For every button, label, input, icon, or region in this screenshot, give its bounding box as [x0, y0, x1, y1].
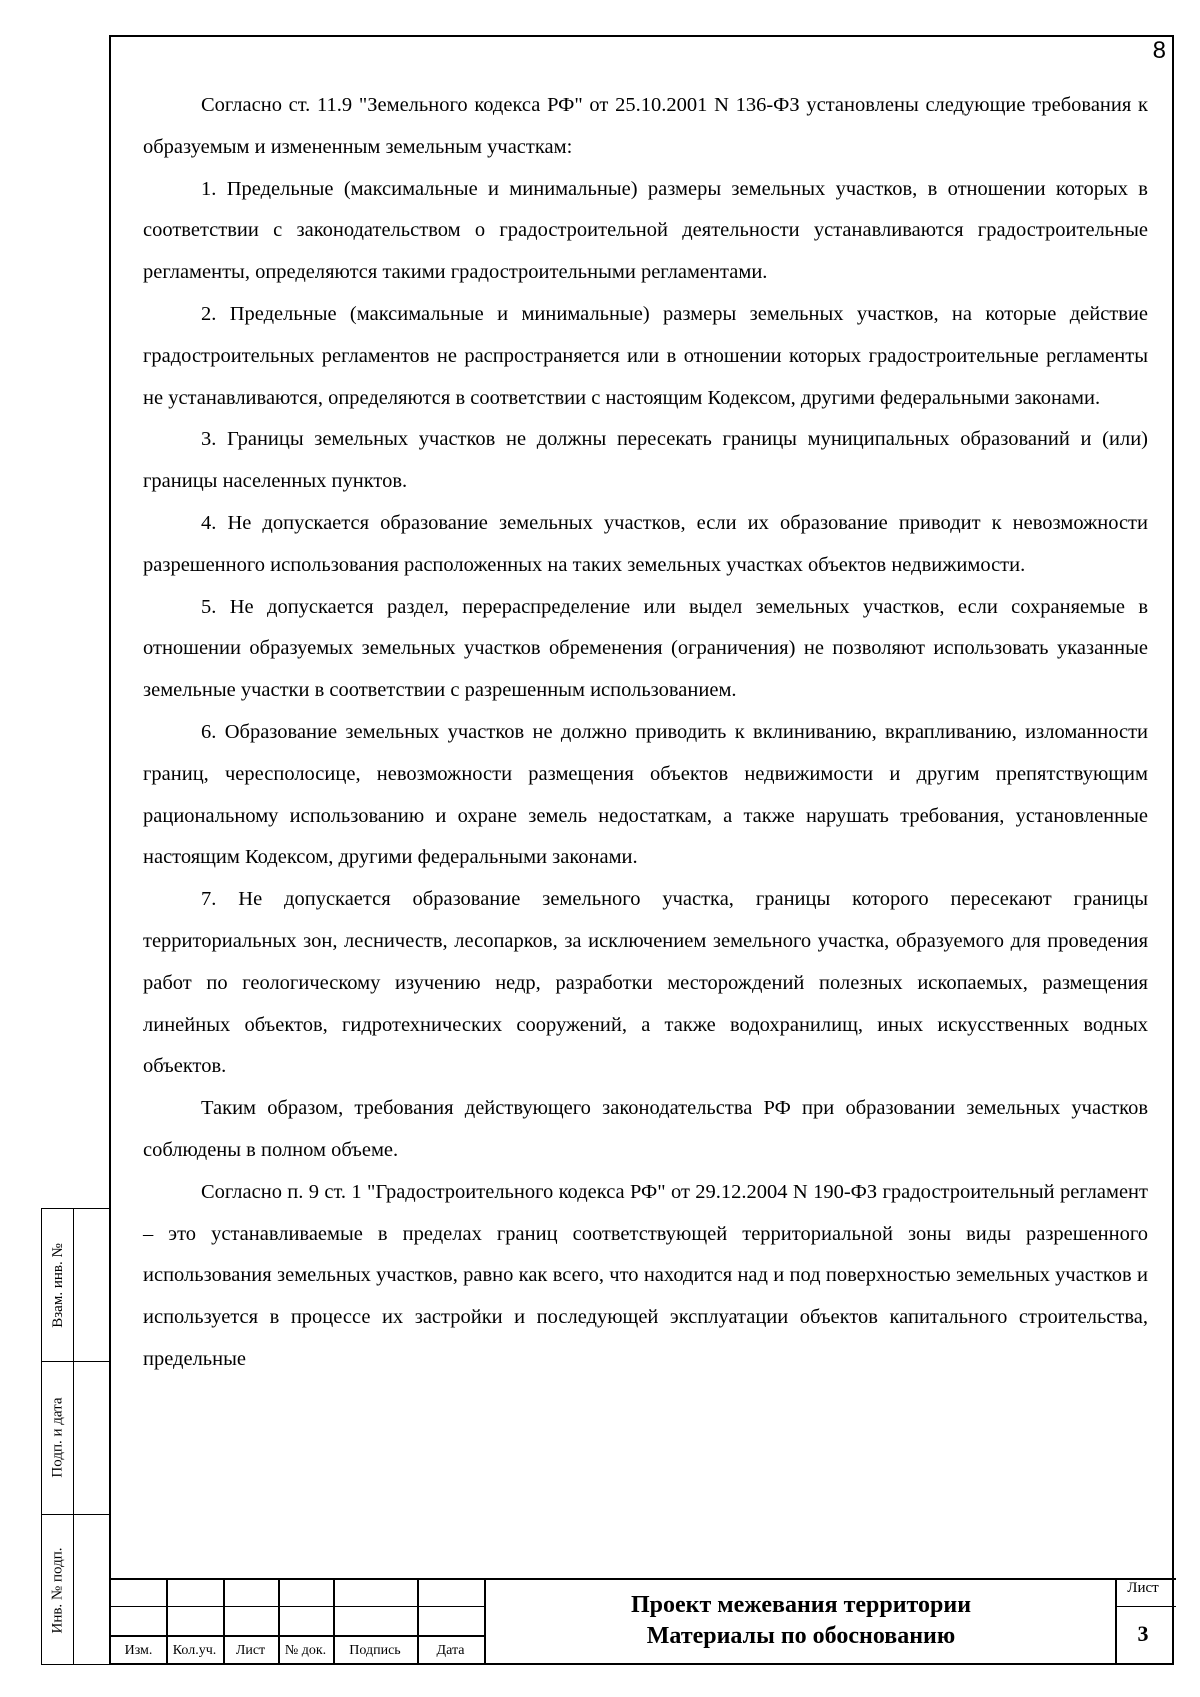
document-title-line1: Проект межевания территории	[630, 1592, 972, 1618]
col-kol-uch: Кол.уч.	[172, 1643, 217, 1658]
sheet-number: 3	[1137, 1621, 1149, 1646]
inv-podp-cell	[42, 1514, 74, 1666]
paragraph: 5. Не допускается раздел, перераспределение или выдел земельных участков, если сохраняемые в отношении образуемых земельных участков обременения (ограничения) не позволяют использовать указанные земельные участки в соответствии с разрешенным использованием.	[143, 595, 1148, 702]
sheet-label: Лист	[1127, 1580, 1159, 1596]
paragraph: Согласно п. 9 ст. 1 "Градостроительного кодекса РФ" от 29.12.2004 N 190-ФЗ градостроительный регламент – это устанавливаемые в пределах границ соответствующей территориальной зоны виды разрешенного использования земельных участков, равно как всего, что находится над и под поверхностью земельных участков и используется в процессе их застройки и последующей эксплуатации объектов капитального строительства, предельные	[143, 1180, 1148, 1370]
col-signature: Подпись	[349, 1643, 401, 1658]
vzam-inv-label: Взам. инв. №	[49, 1242, 66, 1328]
title-block	[111, 1578, 1171, 1663]
document-title	[486, 1590, 1116, 1652]
col-date: Дата	[436, 1643, 465, 1658]
page-frame	[109, 35, 1174, 1665]
podp-data-cell	[42, 1361, 74, 1514]
paragraph: 6. Образование земельных участков не должно приводить к вклиниванию, вкрапливанию, изломанности границ, чересполосице, невозможности размещения объектов недвижимости и другим препятствующим рациональному использованию и охране земель недостаткам, а также нарушать требования, установленные настоящим Кодексом, другими федеральными законами.	[143, 720, 1148, 869]
paragraph: 3. Границы земельных участков не должны пересекать границы муниципальных образований и (или) границы населенных пунктов.	[143, 428, 1148, 493]
col-list: Лист	[235, 1643, 266, 1658]
page-number: 8	[1152, 37, 1166, 64]
paragraph: 7. Не допускается образование земельного участка, границы которого пересекают границы территориальных зон, лесничеств, лесопарков, за исключением земельного участка, образуемого для проведения работ по геологическому изучению недр, разработки месторождений полезных ископаемых, размещения линейных объектов, гидротехнических сооружений, а также водохранилищ, иных искусственных водных объектов.	[143, 888, 1148, 1078]
vzam-inv-cell	[42, 1209, 74, 1361]
document-title-line2: Материалы по обоснованию	[646, 1623, 956, 1649]
col-doc-num: № док.	[284, 1643, 327, 1658]
paragraph: Таким образом, требования действующего законодательства РФ при образовании земельных участков соблюдены в полном объеме.	[143, 1097, 1148, 1161]
sheet-cell-line	[1115, 1606, 1176, 1607]
podp-data-label: Подп. и дата	[49, 1397, 66, 1478]
title-block-border	[111, 1578, 1176, 1580]
paragraph: Согласно ст. 11.9 "Земельного кодекса РФ" от 25.10.2001 N 136-ФЗ установлены следующие требования к образуемым и измененным земельным участкам:	[143, 94, 1148, 158]
paragraph: 4. Не допускается образование земельных участков, если их образование приводит к невозможности разрешенного использования расположенных на таких земельных участках объектов недвижимости.	[143, 511, 1148, 576]
side-stamp	[41, 1208, 109, 1665]
paragraph: 1. Предельные (максимальные и минимальные) размеры земельных участков, в отношении которых в соответствии с законодательством о градостроительной деятельности устанавливаются градостроительные регламенты, определяются такими градостроительными регламентами.	[143, 177, 1148, 284]
col-izm: Изм.	[124, 1643, 153, 1658]
paragraph: 2. Предельные (максимальные и минимальные) размеры земельных участков, на которые действие градостроительных регламентов не распространяется или в отношении которых градостроительные регламенты не устанавливаются, определяются в соответствии с настоящим Кодексом, другими федеральными законами.	[143, 302, 1148, 409]
document-body	[143, 85, 1148, 1381]
inv-podp-label: Инв. № подп.	[49, 1546, 66, 1634]
